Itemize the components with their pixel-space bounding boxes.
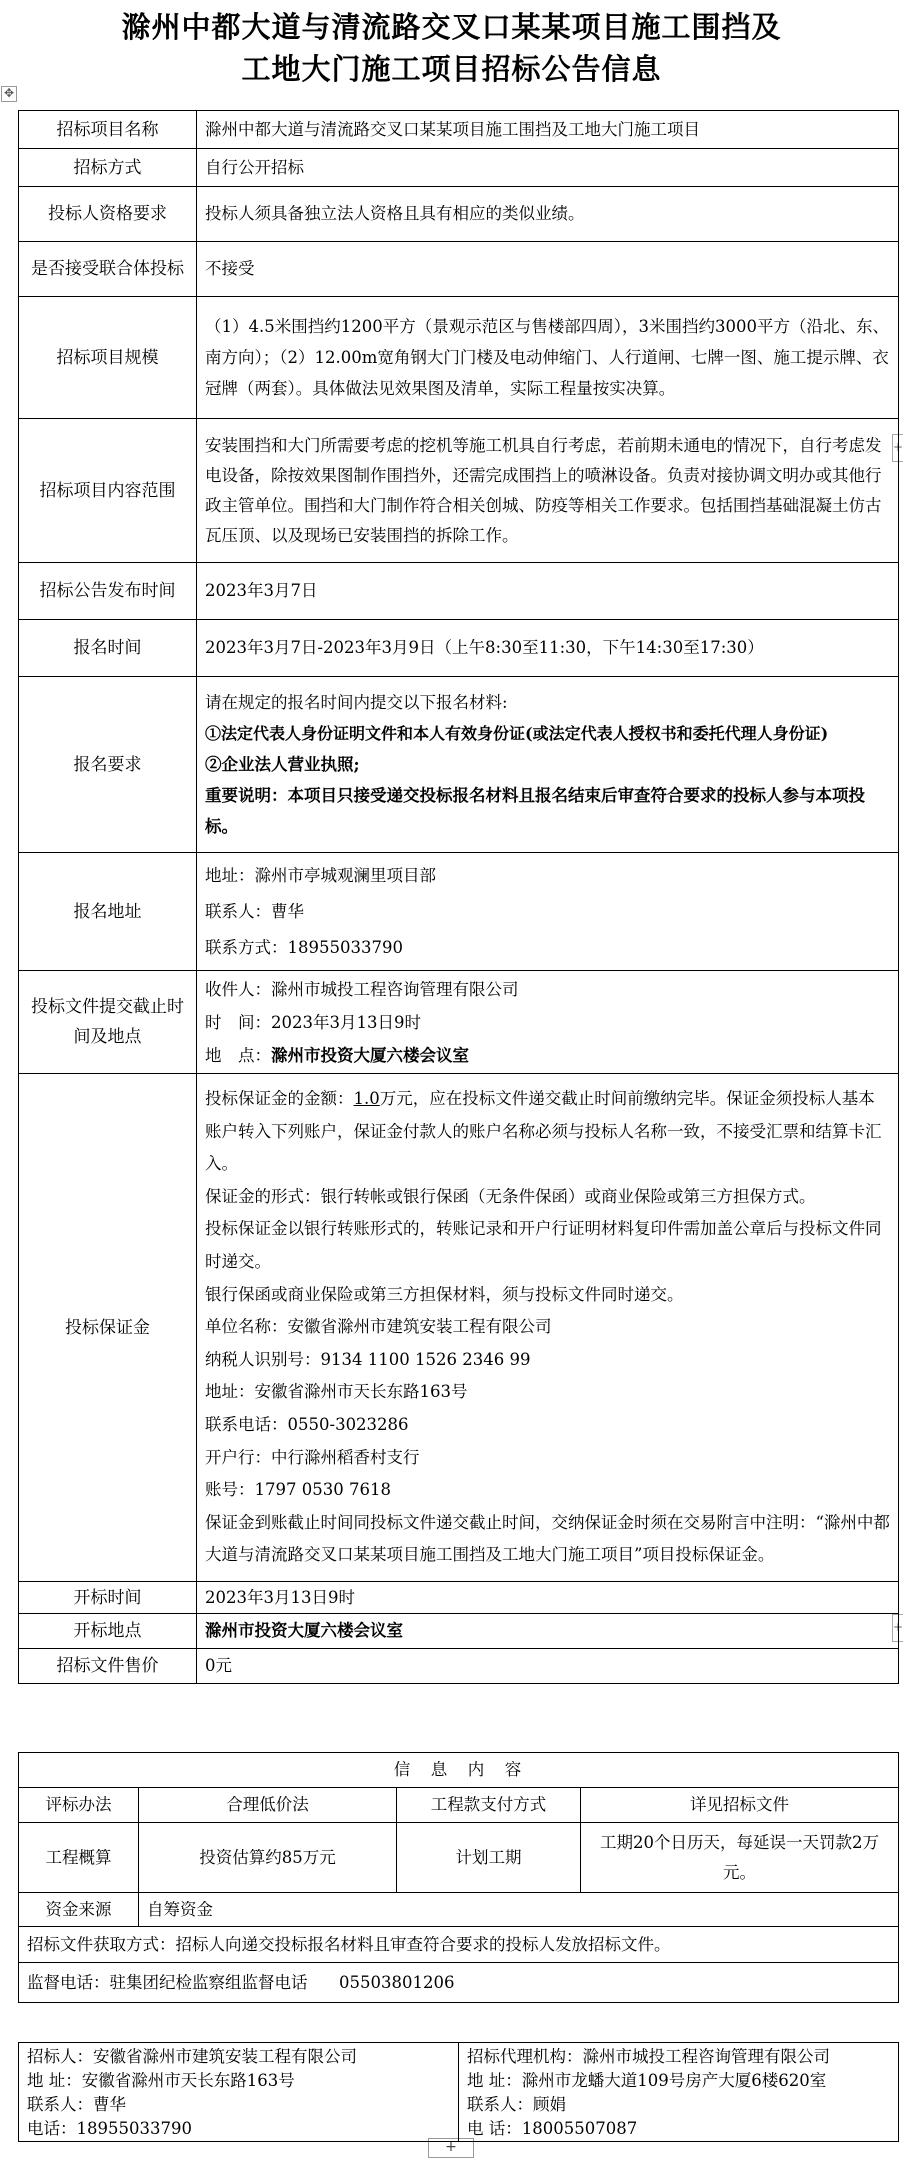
table-row — [19, 1582, 899, 1614]
submit-label: 投标文件提交截止时间及地点 — [19, 971, 197, 1074]
pay-value: 详见招标文件 — [581, 1788, 899, 1823]
deposit-unit: 单位名称：安徽省滁州市建筑安装工程有限公司 — [205, 1317, 552, 1337]
agent-phone: 电 话：18005507087 — [467, 2119, 638, 2138]
info-table — [18, 1752, 899, 2003]
method-value: 自行公开招标 — [197, 149, 899, 187]
deposit-value — [197, 1074, 899, 1582]
table-row — [19, 1927, 899, 1963]
register-addr-value — [197, 853, 899, 971]
deposit-address: 地址：安徽省滁州市天长东路163号 — [205, 1382, 468, 1402]
period-label: 计划工期 — [397, 1823, 581, 1893]
pay-label: 工程款支付方式 — [397, 1788, 581, 1823]
publish-time-value: 2023年3月7日 — [197, 563, 899, 620]
title-line-1: 滁州中都大道与清流路交叉口某某项目施工围挡及 — [121, 10, 782, 44]
table-row — [19, 1788, 899, 1823]
deposit-guarantee: 银行保函或商业保险或第三方担保材料，须与投标文件同时递交。 — [205, 1284, 684, 1304]
title-line-2: 工地大门施工项目招标公告信息 — [241, 52, 662, 86]
open-place-value: 滁州市投资大厦六楼会议室 — [197, 1614, 899, 1649]
deposit-account: 账号：1797 0530 7618 — [205, 1480, 391, 1500]
qualification-label: 投标人资格要求 — [19, 187, 197, 242]
open-time-value: 2023年3月13日9时 — [197, 1582, 899, 1614]
deposit-amount-prefix: 投标保证金的金额： — [205, 1089, 354, 1109]
supervise-line — [19, 1963, 899, 2003]
table-row — [19, 1823, 899, 1893]
table-row — [19, 620, 899, 677]
register-req-note: 重要说明：本项目只接受递交投标报名材料且报名结束后审查符合要求的投标人参与本项投标。 — [205, 786, 865, 836]
project-name-value: 滁州中都大道与清流路交叉口某某项目施工围挡及工地大门施工项目 — [197, 111, 899, 149]
register-req-value — [197, 677, 899, 853]
consortium-label: 是否接受联合体投标 — [19, 242, 197, 297]
add-row-icon[interactable]: + — [892, 434, 903, 462]
scale-label: 招标项目规模 — [19, 297, 197, 419]
scope-label: 招标项目内容范围 — [19, 419, 197, 563]
table-row — [19, 563, 899, 620]
budget-label: 工程概算 — [19, 1823, 139, 1893]
tenderer-name: 招标人：安徽省滁州市建筑安装工程有限公司 — [27, 2047, 357, 2066]
table-row — [19, 111, 899, 149]
open-place-label: 开标地点 — [19, 1614, 197, 1649]
agent-contact: 联系人：顾娟 — [467, 2095, 566, 2114]
scale-value: （1）4.5米围挡约1200平方（景观示范区与售楼部四周），3米围挡约3000平方（沿北、东、南方向）；（2）12.00m宽角钢大门门楼及电动伸缩门、人行道闸、七牌一图、施工提示牌、衣冠牌（两套）。具体做法见效果图及清单，实际工程量按实决算。 — [197, 297, 899, 419]
table-row — [19, 2043, 899, 2142]
submit-place-prefix: 地 点： — [205, 1045, 271, 1065]
deposit-amount — [205, 1083, 890, 1181]
table-row — [19, 1074, 899, 1582]
add-row-icon[interactable]: + — [892, 1614, 903, 1642]
deposit-label: 投标保证金 — [19, 1074, 197, 1582]
table-row — [19, 1614, 899, 1649]
register-req-label: 报名要求 — [19, 677, 197, 853]
table-row — [19, 971, 899, 1074]
scope-value: 安装围挡和大门所需要考虑的挖机等施工机具自行考虑，若前期未通电的情况下，自行考虑发电设备，除按效果图制作围挡外，还需完成围挡上的喷淋设备。负责对接协调文明办或其他行政主管单位。围挡和大门制作符合相关创城、防疫等相关工作要求。包括围挡基础混凝土仿古瓦压顶、以及现场已安装围挡的拆除工作。 — [197, 419, 899, 563]
deposit-remark: 保证金到账截止时间同投标文件递交截止时间，交纳保证金时须在交易附言中注明：“滁州中都大道与清流路交叉口某某项目施工围挡及工地大门施工项目”项目投标保证金。 — [205, 1512, 890, 1565]
open-time-label: 开标时间 — [19, 1582, 197, 1614]
deposit-amount-number: 1.0 — [353, 1089, 380, 1109]
tender-info-table — [18, 110, 899, 1684]
obtain-method: 招标文件获取方式：招标人向递交投标报名材料且审查符合要求的投标人发放招标文件。 — [19, 1927, 899, 1963]
parties-table — [18, 2042, 899, 2142]
eval-label: 评标办法 — [19, 1788, 139, 1823]
deposit-amount-suffix: 万元，应在投标文件递交截止时间前缴纳完毕。保证金须投标人基本账户转入下列账户，保证金付款人的账户名称必须与投标人名称一致，不接受汇票和结算卡汇入。 — [205, 1089, 882, 1174]
qualification-value: 投标人须具备独立法人资格且具有相应的类似业绩。 — [197, 187, 899, 242]
consortium-value: 不接受 — [197, 242, 899, 297]
register-time-value: 2023年3月7日-2023年3月9日（上午8:30至11:30，下午14:30至17:30） — [197, 620, 899, 677]
table-row — [19, 1893, 899, 1927]
table-row — [19, 242, 899, 297]
agent-address: 地 址：滁州市龙蟠大道109号房产大厦6楼620室 — [467, 2071, 827, 2090]
register-contact-line: 联系人：曹华 — [205, 901, 304, 921]
supervise-label: 监督电话：驻集团纪检监察组监督电话 — [27, 1972, 308, 1992]
eval-value: 合理低价法 — [139, 1788, 397, 1823]
table-row — [19, 297, 899, 419]
deposit-tel: 联系电话：0550-3023286 — [205, 1414, 409, 1434]
register-time-label: 报名时间 — [19, 620, 197, 677]
submit-place — [205, 1039, 890, 1072]
deposit-tax-id: 纳税人识别号：9134 1100 1526 2346 99 — [205, 1349, 531, 1369]
register-phone-line: 联系方式：18955033790 — [205, 937, 403, 957]
deposit-form: 保证金的形式：银行转帐或银行保函（无条件保函）或商业保险或第三方担保方式。 — [205, 1186, 816, 1206]
period-value: 工期20个日历天，每延误一天罚款2万元。 — [581, 1823, 899, 1893]
table-row — [19, 677, 899, 853]
supervise-phone: 05503801206 — [338, 1972, 455, 1992]
table-move-handle-icon[interactable]: ✥ — [1, 86, 17, 102]
deposit-bank: 开户行：中行滁州稻香村支行 — [205, 1447, 420, 1467]
tenderer-phone: 电话：18955033790 — [27, 2119, 192, 2138]
add-row-button[interactable]: + — [428, 2138, 474, 2158]
fund-value: 自筹资金 — [139, 1893, 899, 1927]
table-row — [19, 1963, 899, 2003]
submit-place-value: 滁州市投资大厦六楼会议室 — [271, 1045, 469, 1065]
info-header: 信 息 内 容 — [19, 1753, 899, 1788]
page-title — [0, 6, 903, 90]
register-req-item2: ②企业法人营业执照; — [205, 755, 360, 774]
table-row — [19, 187, 899, 242]
register-addr-label: 报名地址 — [19, 853, 197, 971]
tenderer-contact: 联系人：曹华 — [27, 2095, 126, 2114]
budget-value: 投资估算约85万元 — [139, 1823, 397, 1893]
method-label: 招标方式 — [19, 149, 197, 187]
deposit-transfer: 投标保证金以银行转账形式的，转账记录和开户行证明材料复印件需加盖公章后与投标文件同时递交。 — [205, 1219, 882, 1272]
fund-label: 资金来源 — [19, 1893, 139, 1927]
table-row — [19, 853, 899, 971]
doc-price-value: 0元 — [197, 1649, 899, 1684]
table-row — [19, 1649, 899, 1684]
submit-value — [197, 971, 899, 1074]
submit-receiver: 收件人：滁州市城投工程咨询管理有限公司 — [205, 979, 519, 999]
table-row — [19, 419, 899, 563]
doc-price-label: 招标文件售价 — [19, 1649, 197, 1684]
tenderer-info — [19, 2043, 459, 2142]
publish-time-label: 招标公告发布时间 — [19, 563, 197, 620]
table-row — [19, 1753, 899, 1788]
submit-time: 时 间：2023年3月13日9时 — [205, 1012, 421, 1032]
agent-name: 招标代理机构：滁州市城投工程咨询管理有限公司 — [467, 2047, 830, 2066]
register-req-item1: ①法定代表人身份证明文件和本人有效身份证(或法定代表人授权书和委托代理人身份证) — [205, 724, 829, 743]
table-row — [19, 149, 899, 187]
project-name-label: 招标项目名称 — [19, 111, 197, 149]
tenderer-address: 地 址：安徽省滁州市天长东路163号 — [27, 2071, 295, 2090]
register-addr-line: 地址：滁州市亭城观澜里项目部 — [205, 865, 436, 885]
agent-info — [459, 2043, 899, 2142]
register-req-intro: 请在规定的报名时间内提交以下报名材料: — [205, 693, 508, 712]
